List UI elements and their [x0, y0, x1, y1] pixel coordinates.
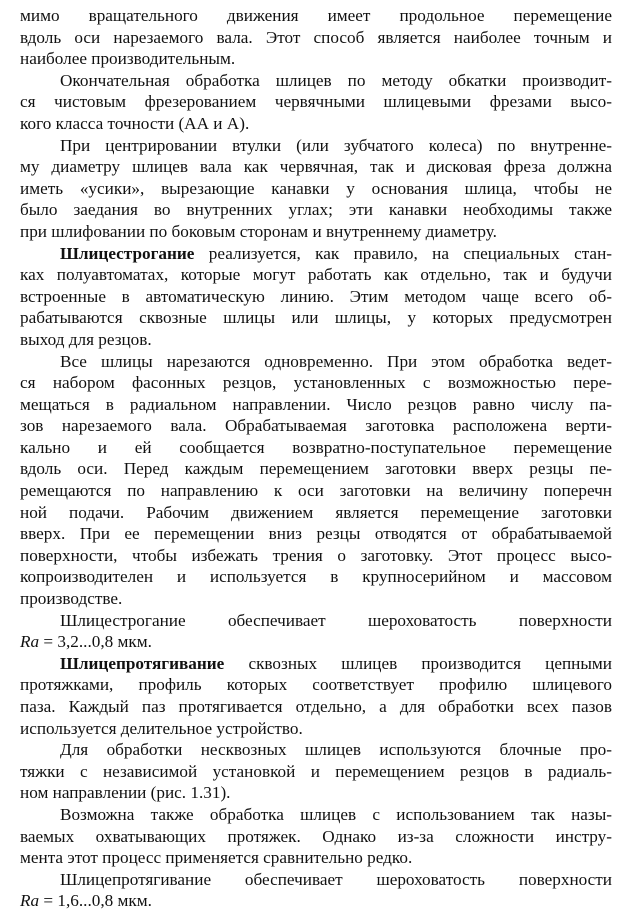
paragraph [20, 135, 612, 243]
text-line: кого класса точности (АА и А). [20, 113, 250, 133]
text-line: ся набором фасонных резцов, установленных с возможностью пере- [20, 373, 612, 393]
text-line: иметь «усики», вырезающие канавки у основания шлица, чтобы не [20, 178, 612, 198]
text-line: ках полуавтоматах, которые могут работать как отдельно, так и будучи [20, 265, 612, 285]
text-line: ном направлении (рис. 1.31). [20, 783, 231, 803]
text-line: вдоль оси. Перед каждым перемещением заготовки вверх резцы пе- [20, 459, 612, 479]
term-bold: Шлицестрогание [60, 243, 195, 263]
text-line: встроенные в автоматическую линию. Этим методом чаще всего об- [20, 286, 612, 306]
text-line: выход для резцов. [20, 329, 152, 349]
text-line: Возможна также обработка шлицев с использованием так назы- [60, 804, 612, 824]
text-line: Для обработки несквозных шлицев используются блочные про- [60, 740, 612, 760]
text-line: зов нарезаемого вала. Обрабатываемая заготовка расположена верти- [20, 416, 612, 436]
formula-value: = 3,2...0,8 мкм. [39, 632, 152, 652]
text-line: копроизводителен и используется в крупносерийном и массовом [20, 567, 612, 587]
paragraph [20, 869, 612, 912]
formula-symbol: Ra [20, 632, 40, 652]
text-line: поверхности, чтобы избежать трения о заготовку. Этот процесс высо- [20, 545, 612, 565]
text-line [20, 243, 612, 265]
paragraph [20, 5, 612, 70]
paragraph [20, 70, 612, 135]
paragraph [20, 610, 612, 653]
paragraph [20, 739, 612, 804]
paragraph [20, 653, 612, 739]
text-line: производстве. [20, 589, 123, 609]
text-line [20, 653, 612, 675]
text-line: ся чистовым фрезерованием червячными шлицевыми фрезами высо- [20, 92, 612, 112]
paragraph [20, 804, 612, 869]
text-line: Шлицепротягивание обеспечивает шероховатость поверхности [60, 869, 612, 889]
text-line: При центрировании втулки (или зубчатого колеса) по внутренне- [60, 135, 612, 155]
text-line: протяжками, профиль которых соответствует профилю шлицевого [20, 675, 612, 695]
text-line: ной подачи. Рабочим движением является перемещение заготовки [20, 502, 612, 522]
formula-symbol: Ra [20, 891, 40, 911]
paragraph [20, 351, 612, 610]
text-line: паза. Каждый паз протягивается отдельно, а для обработки всех пазов [20, 697, 612, 716]
text-line: ремещаются по направлению к оси заготовки на величину поперечн [20, 481, 612, 501]
term-bold: Шлицепротягивание [60, 653, 225, 673]
paragraph [20, 243, 612, 351]
text-line: му диаметру шлицев вала как червячная, так и дисковая фреза должна [20, 157, 612, 177]
text-line: используется делительное устройство. [20, 718, 303, 738]
text-line: ваемых охватывающих протяжек. Однако из-за сложности инстру- [20, 826, 612, 846]
text-run: реализуется, как правило, на специальных стан- [194, 243, 612, 263]
text-line: Все шлицы нарезаются одновременно. При этом обработка ведет- [60, 351, 612, 371]
formula-line [20, 890, 612, 912]
text-line: Шлицестрогание обеспечивает шероховатость поверхности [60, 610, 612, 630]
formula-line [20, 631, 612, 653]
text-line: тяжки с независимой установкой и перемещением резцов в радиаль- [20, 761, 612, 781]
text-line: было заедания во внутренних углах; эти канавки необходимы также [20, 200, 612, 220]
text-line: вверх. При ее перемещении вниз резцы отводятся от обрабатываемой [20, 524, 612, 544]
text-line: мимо вращательного движения имеет продольное перемещение [20, 6, 612, 25]
text-line: наиболее производительным. [20, 49, 236, 69]
text-line: Окончательная обработка шлицев по методу обкатки производит- [60, 70, 612, 90]
text-run: сквозных шлицев производится цепными [224, 653, 612, 673]
text-line: мещаться в радиальном направлении. Число резцов равно числу па- [20, 394, 612, 414]
text-line: мента этот процесс применяется сравнительно редко. [20, 848, 413, 868]
text-line: при шлифовании по боковым сторонам и внутреннему диаметру. [20, 221, 497, 241]
formula-value: = 1,6...0,8 мкм. [39, 891, 152, 911]
text-line: вдоль оси нарезаемого вала. Этот способ является наиболее точным и [20, 27, 612, 47]
text-line: рабатываются сквозные шлицы или шлицы, у которых предусмотрен [20, 308, 612, 328]
text-line: кально и ей сообщается возвратно-поступательное перемещение [20, 437, 612, 457]
